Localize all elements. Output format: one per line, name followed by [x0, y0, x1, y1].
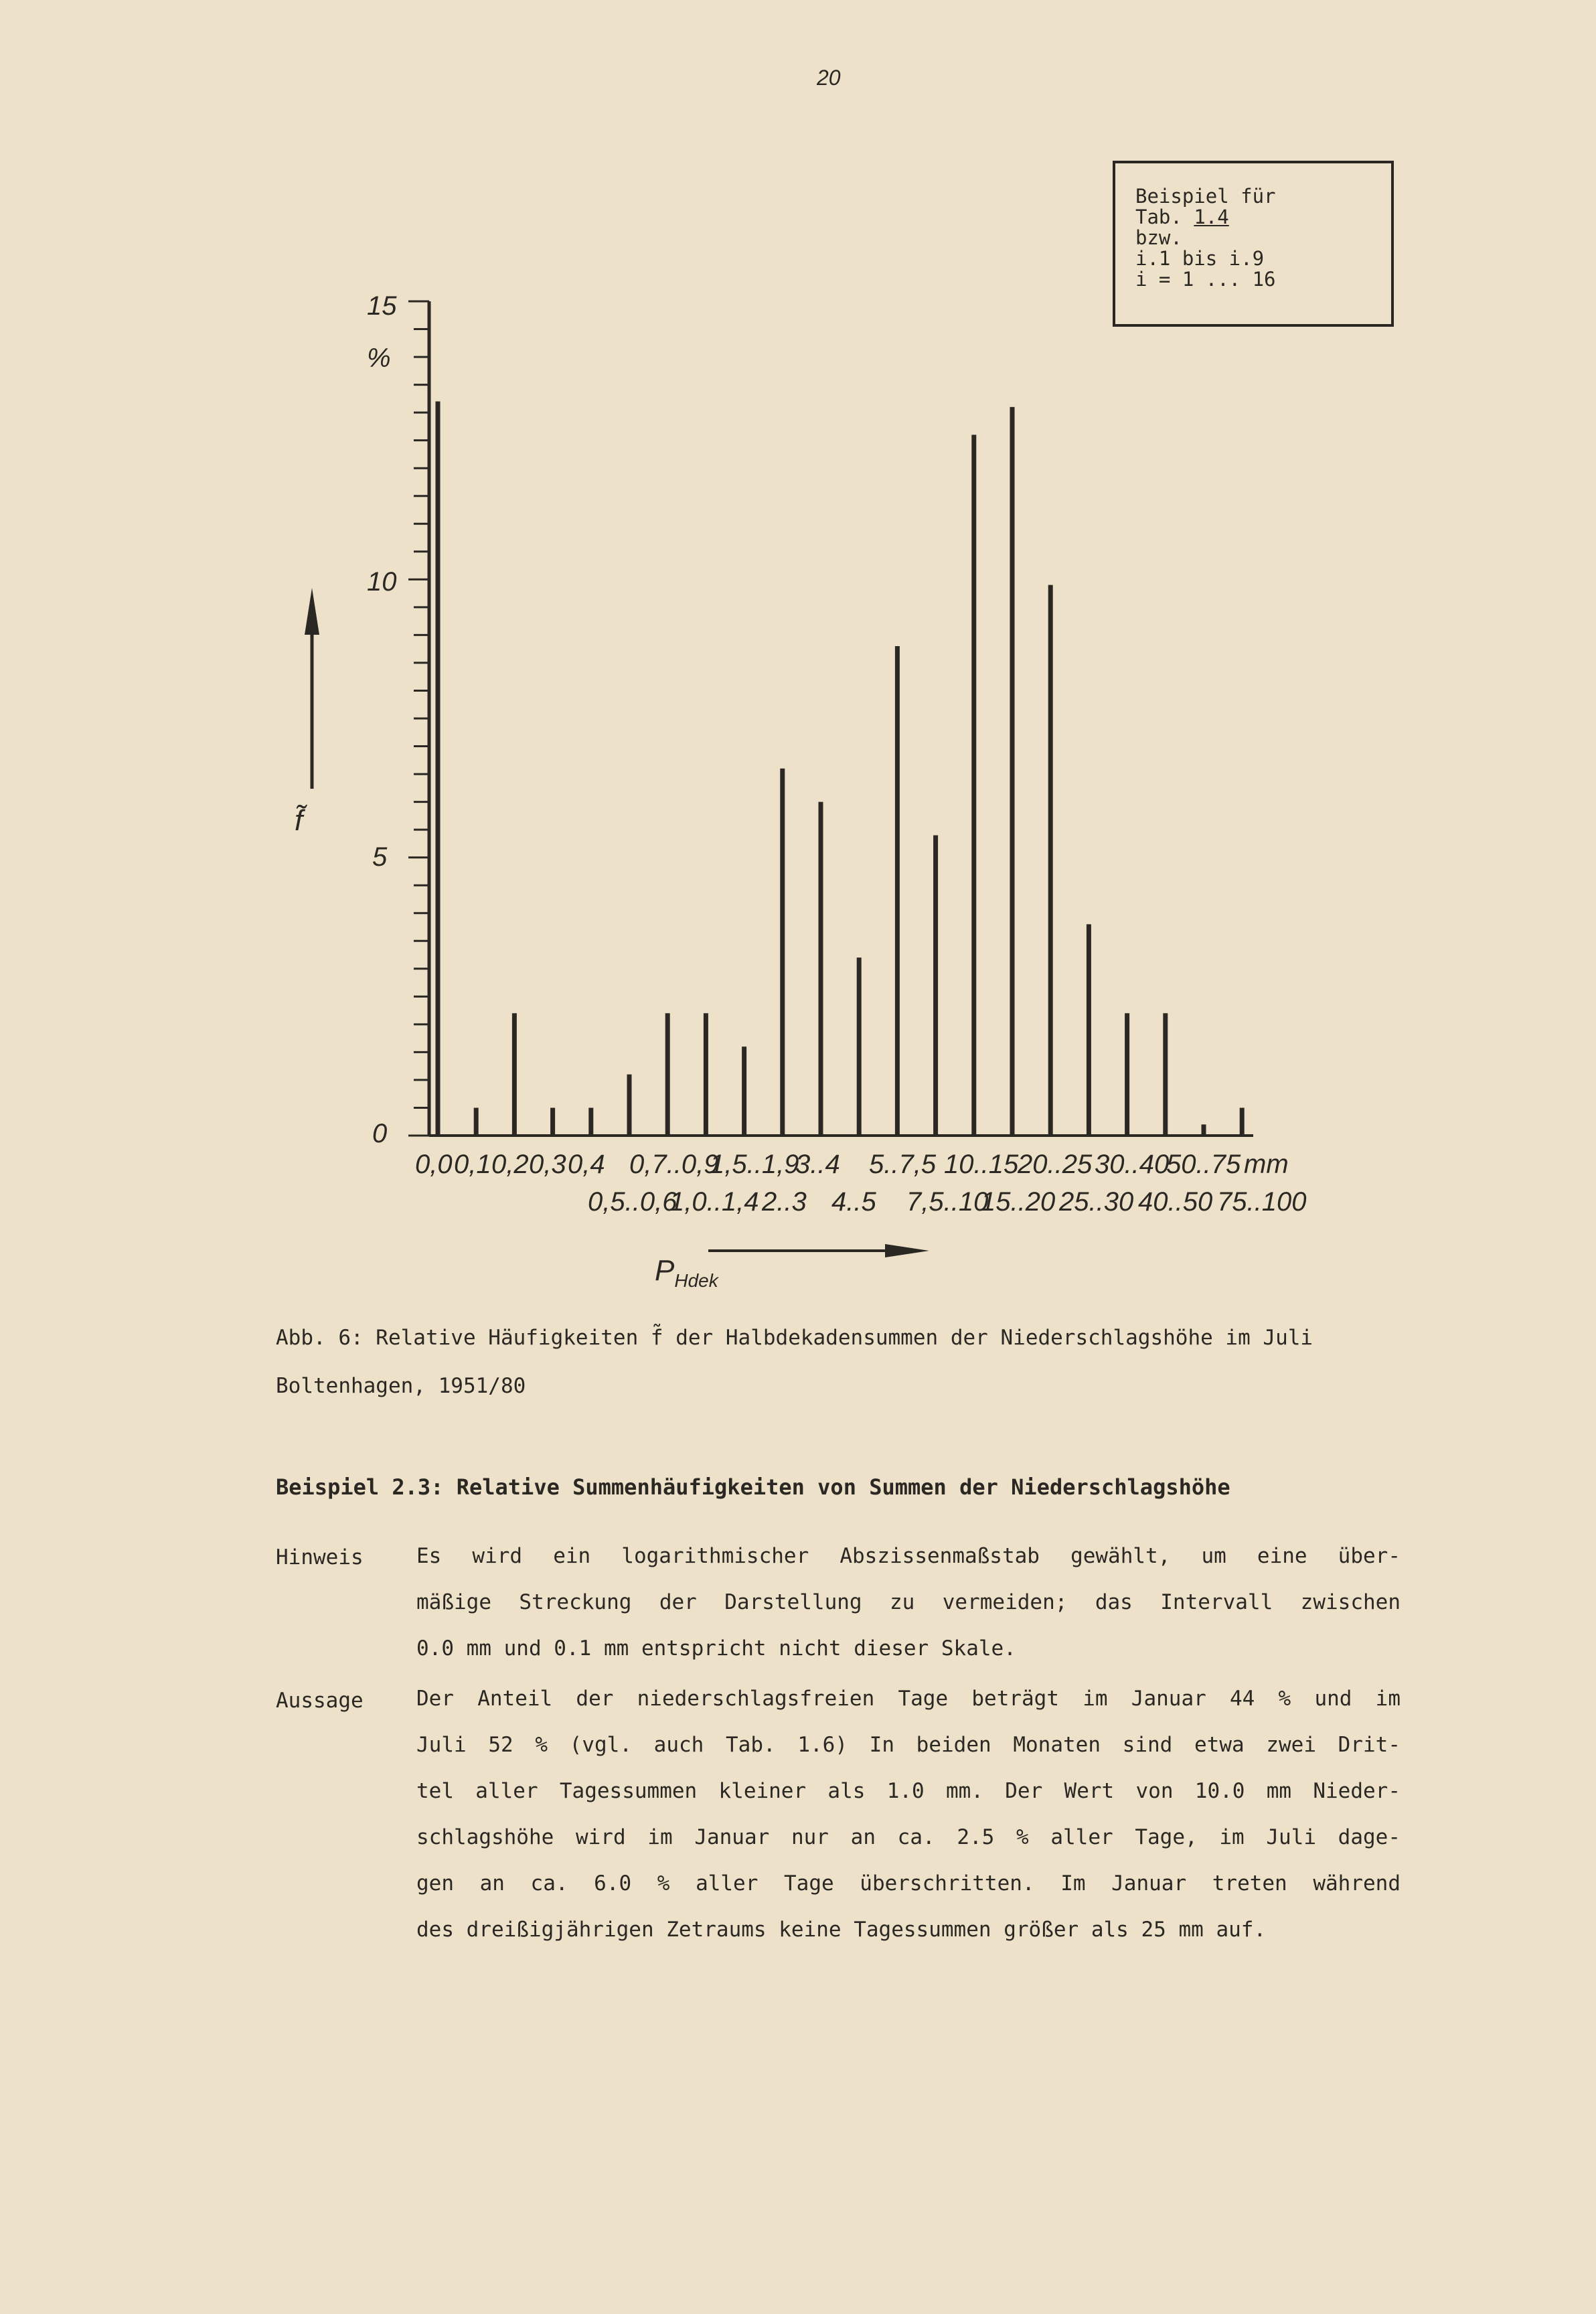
y-arrow-head-icon	[305, 588, 319, 635]
statement-line: schlagshöhe wird im Januar nur an ca. 2.5 % aller Tage, im Juli dage-	[416, 1825, 1401, 1849]
box-line-2-prefix: Tab.	[1135, 206, 1194, 228]
chart-axes	[429, 301, 1253, 1136]
page-number: 20	[817, 66, 841, 90]
x-tick-label: 0,3	[529, 1150, 566, 1179]
statement-paragraph	[416, 1676, 1401, 1953]
x-tick-label: 30..40	[1095, 1150, 1170, 1179]
x-tick-label: 2..3	[762, 1187, 807, 1217]
x-tick-label: 50..75	[1166, 1150, 1241, 1179]
x-tick-label: mm	[1244, 1150, 1289, 1179]
x-axis-label-subscript: Hdek	[674, 1270, 718, 1291]
x-tick-labels-upper	[415, 1150, 1289, 1179]
hint-paragraph	[416, 1533, 1401, 1672]
example-title: Beispiel 2.3: Relative Summenhäufigkeiten von Summen der Niederschlagshöhe	[276, 1474, 1230, 1500]
y-axis-label: f̃	[295, 804, 303, 837]
y-tick-label-0: 0	[372, 1119, 388, 1148]
x-tick-label: 0,5..0,6	[588, 1187, 677, 1217]
x-tick-label: 0,4	[568, 1150, 605, 1179]
x-axis-label: $P_{Hdek}$	[655, 1254, 718, 1291]
x-tick-label: 3..4	[795, 1150, 840, 1179]
hint-line: mäßige Streckung der Darstellung zu vermeiden; das Intervall zwischen	[416, 1590, 1401, 1614]
y-unit: %	[367, 343, 391, 373]
y-tick-label-10: 10	[367, 567, 397, 597]
hint-label: Hinweis	[276, 1545, 364, 1569]
x-tick-label: 4..5	[831, 1187, 876, 1217]
x-tick-label: 40..50	[1138, 1187, 1213, 1217]
x-tick-label: 1,5..1,9	[710, 1150, 799, 1179]
box-line-1: Beispiel für	[1135, 185, 1276, 208]
x-tick-label: 5..7,5	[869, 1150, 937, 1179]
x-arrow-head-icon	[885, 1244, 929, 1257]
caption-line-1: Abb. 6: Relative Häufigkeiten f̃ der Halbdekadensummen der Niederschlagshöhe im Juli	[276, 1326, 1313, 1350]
x-tick-labels-lower	[588, 1187, 1306, 1217]
x-tick-label: 25..30	[1059, 1187, 1134, 1217]
caption-line-2: Boltenhagen, 1951/80	[276, 1374, 526, 1398]
bars	[438, 402, 1242, 1136]
x-tick-label: 75..100	[1217, 1187, 1307, 1217]
statement-line: Der Anteil der niederschlagsfreien Tage beträgt im Januar 44 % und im	[416, 1687, 1401, 1711]
box-line-3: bzw.	[1135, 226, 1182, 249]
statement-line: des dreißigjährigen Zetraums keine Tagessummen größer als 25 mm auf.	[416, 1918, 1267, 1942]
x-tick-label: 0,7..0,9	[629, 1150, 719, 1179]
y-tick-label-5: 5	[372, 842, 388, 872]
x-tick-label: 7,5..10	[906, 1187, 989, 1217]
hint-line: 0.0 mm und 0.1 mm entspricht nicht dieser Skale.	[416, 1636, 1016, 1661]
hint-line: Es wird ein logarithmischer Abszissenmaßstab gewählt, um eine über-	[416, 1544, 1401, 1568]
statement-line: tel aller Tagessummen kleiner als 1.0 mm. Der Wert von 10.0 mm Nieder-	[416, 1779, 1401, 1803]
box-line-5: i = 1 ... 16	[1135, 268, 1276, 291]
x-tick-label: 20..25	[1018, 1150, 1093, 1179]
x-tick-label: 0,2	[491, 1150, 529, 1179]
statement-line: gen an ca. 6.0 % aller Tage überschritten. Im Januar treten während	[416, 1871, 1401, 1896]
statement-line: Juli 52 % (vgl. auch Tab. 1.6) In beiden Monaten sind etwa zwei Drit-	[416, 1733, 1401, 1757]
x-tick-label: 15..20	[981, 1187, 1056, 1217]
y-ticks	[408, 301, 429, 1136]
x-tick-label: 10..15	[944, 1150, 1019, 1179]
x-tick-label: 1,0..1,4	[669, 1187, 759, 1217]
x-tick-label: 0,0	[415, 1150, 453, 1179]
x-tick-label: 0,1	[454, 1150, 491, 1179]
figure-caption	[276, 1314, 1313, 1410]
box-line-4: i.1 bis i.9	[1135, 247, 1265, 270]
statement-label: Aussage	[276, 1689, 364, 1713]
table-reference: 1.4	[1194, 206, 1229, 228]
y-tick-label-15: 15	[367, 291, 397, 321]
